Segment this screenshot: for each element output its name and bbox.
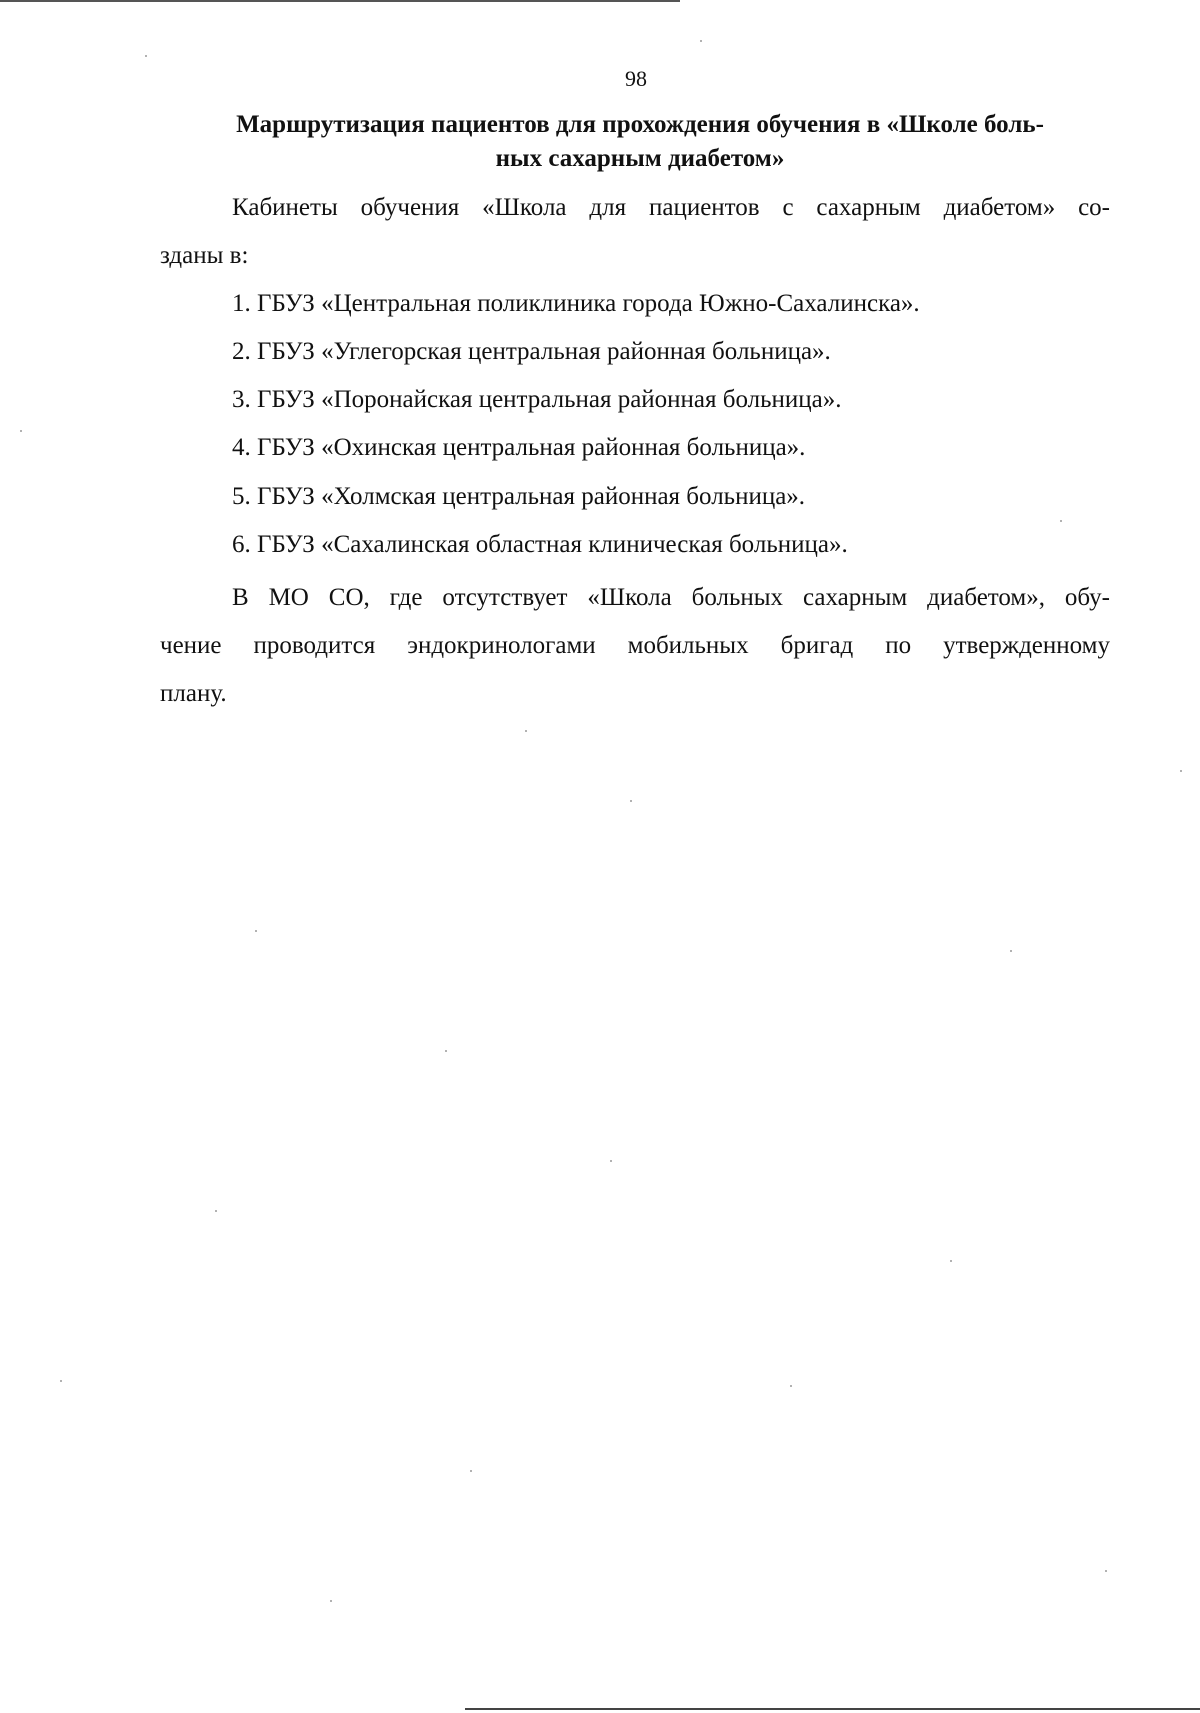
scan-speck [1180,770,1182,772]
scan-edge-bottom [465,1708,1200,1710]
scan-speck [255,930,257,932]
intro-line-2: зданы в: [160,242,249,269]
scan-speck [1105,1570,1107,1572]
list-item-2: 2. ГБУЗ «Углегорская центральная районная больница». [232,338,831,365]
list-item-5: 5. ГБУЗ «Холмская центральная районная больница». [232,483,806,510]
page-number: 98 [625,66,647,91]
document-title [160,108,1120,176]
scan-speck [700,40,702,42]
scan-speck [610,1160,612,1162]
list-item-1: 1. ГБУЗ «Центральная поликлиника города Южно-Сахалинска». [232,290,920,317]
scan-speck [950,1260,952,1262]
intro-line-1: Кабинеты обучения «Школа для пациентов с сахарным диабетом» со- [232,194,1110,221]
scan-speck [20,430,22,432]
scan-speck [330,1600,332,1602]
scan-speck [145,55,147,57]
scan-speck [525,730,527,732]
scan-speck [630,800,632,802]
scan-speck [60,1380,62,1382]
title-line-1: Маршрутизация пациентов для прохождения обучения в «Школе боль- [236,111,1044,138]
list-item-4: 4. ГБУЗ «Охинская центральная районная больница». [232,434,806,461]
scan-speck [470,1470,472,1472]
scan-speck [1060,520,1062,522]
scan-speck [790,1385,792,1387]
closing-line-2: чение проводится эндокринологами мобильных бригад по утвержденному [160,632,1110,659]
scan-edge-top [0,0,680,2]
list-item-3: 3. ГБУЗ «Поронайская центральная районная больница». [232,386,842,413]
title-line-2: ных сахарным диабетом» [495,145,785,172]
scan-speck [1010,950,1012,952]
closing-line-1: В МО СО, где отсутствует «Школа больных сахарным диабетом», обу- [232,584,1110,611]
scan-speck [445,1050,447,1052]
list-item-6: 6. ГБУЗ «Сахалинская областная клиническая больница». [232,531,848,558]
closing-line-3: плану. [160,680,227,707]
scan-speck [215,1210,217,1212]
